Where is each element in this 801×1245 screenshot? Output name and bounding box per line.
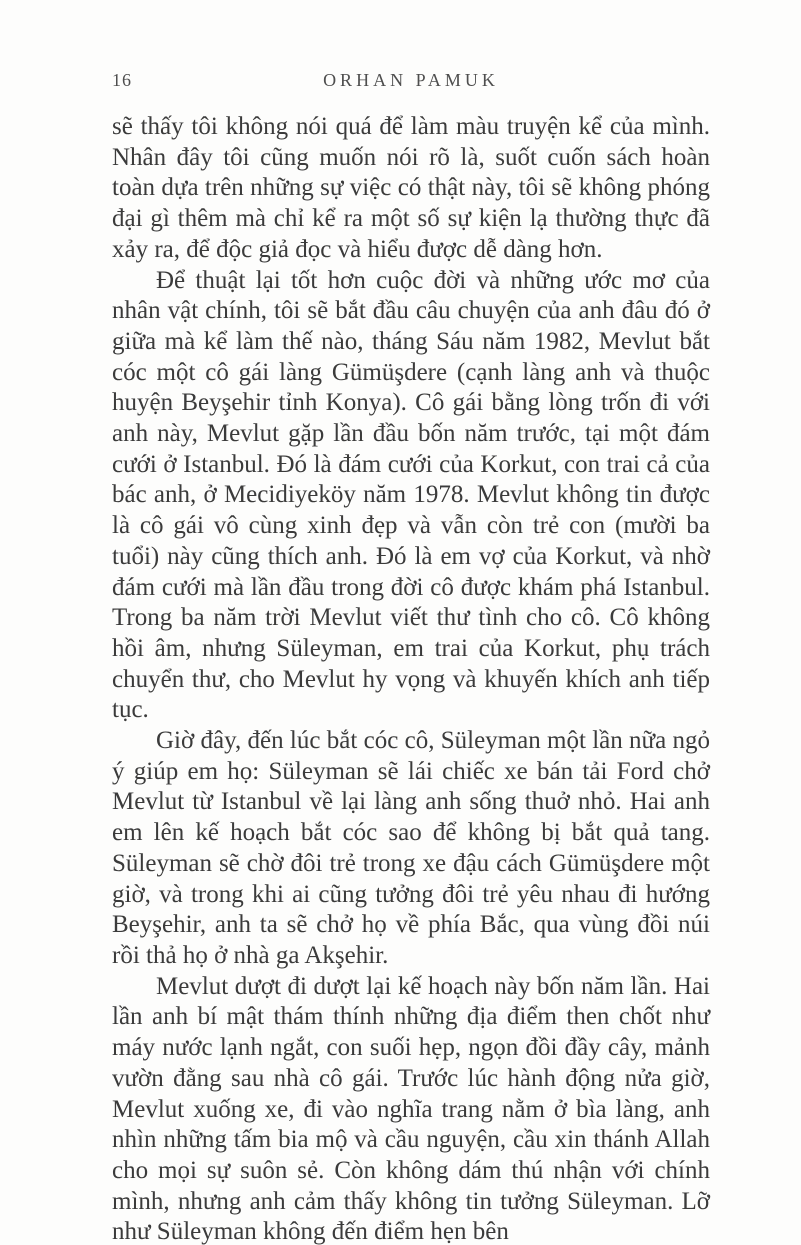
body-paragraph: sẽ thấy tôi không nói quá để làm màu truyện kể của mình. Nhân đây tôi cũng muốn nói rõ là, suốt cuốn sách hoàn toàn dựa trên những sự việc có thật này, tôi sẽ không phóng đại gì thêm mà chỉ kể ra một số sự kiện lạ thường thực đã xảy ra, để độc giả đọc và hiểu được dễ dàng hơn. (112, 113, 710, 263)
running-header-author: ORHAN PAMUK (323, 70, 499, 90)
page-body (112, 112, 710, 1245)
body-paragraph: Giờ đây, đến lúc bắt cóc cô, Süleyman một lần nữa ngỏ ý giúp em họ: Süleyman sẽ lái chiếc xe bán tải Ford chở Mevlut từ Istanbul về lại làng anh sống thuở nhỏ. Hai anh em lên kế hoạch bắt cóc sao để không bị bắt quả tang. Süleyman sẽ chờ đôi trẻ trong xe đậu cách Gümüşdere một giờ, và trong khi ai cũng tưởng đôi trẻ yêu nhau đi hướng Beyşehir, anh ta sẽ chở họ về phía Bắc, qua vùng đồi núi rồi thả họ ở nhà ga Akşehir. (112, 727, 710, 969)
body-paragraph: Mevlut dượt đi dượt lại kế hoạch này bốn năm lần. Hai lần anh bí mật thám thính những địa điểm then chốt như máy nước lạnh ngắt, con suối hẹp, ngọn đồi đầy cây, mảnh vườn đằng sau nhà cô gái. Trước lúc hành động nửa giờ, Mevlut xuống xe, đi vào nghĩa trang nằm ở bìa làng, anh nhìn những tấm bia mộ và cầu nguyện, cầu xin thánh Allah cho mọi sự suôn sẻ. Còn không dám thú nhận với chính mình, nhưng anh cảm thấy không tin tưởng Süleyman. Lỡ như Süleyman không đến điểm hẹn bên (112, 972, 710, 1245)
body-paragraph: Để thuật lại tốt hơn cuộc đời và những ước mơ của nhân vật chính, tôi sẽ bắt đầu câu chuyện của anh đâu đó ở giữa mà kể làm thế nào, tháng Sáu năm 1982, Mevlut bắt cóc một cô gái làng Gümüşdere (cạnh làng anh và thuộc huyện Beyşehir tỉnh Konya). Cô gái bằng lòng trốn đi với anh này, Mevlut gặp lần đầu bốn năm trước, tại một đám cưới ở Istanbul. Đó là đám cưới của Korkut, con trai cả của bác anh, ở Mecidiyeköy năm 1978. Mevlut không tin được là cô gái vô cùng xinh đẹp và vẫn còn trẻ con (mười ba tuổi) này cũng thích anh. Đó là em vợ của Korkut, và nhờ đám cưới mà lần đầu trong đời cô được khám phá Istanbul. Trong ba năm trời Mevlut viết thư tình cho cô. Cô không hồi âm, nhưng Süleyman, em trai của Korkut, phụ trách chuyển thư, cho Mevlut hy vọng và khuyến khích anh tiếp tục. (112, 266, 710, 724)
page-number: 16 (112, 70, 132, 90)
running-head (112, 70, 710, 94)
